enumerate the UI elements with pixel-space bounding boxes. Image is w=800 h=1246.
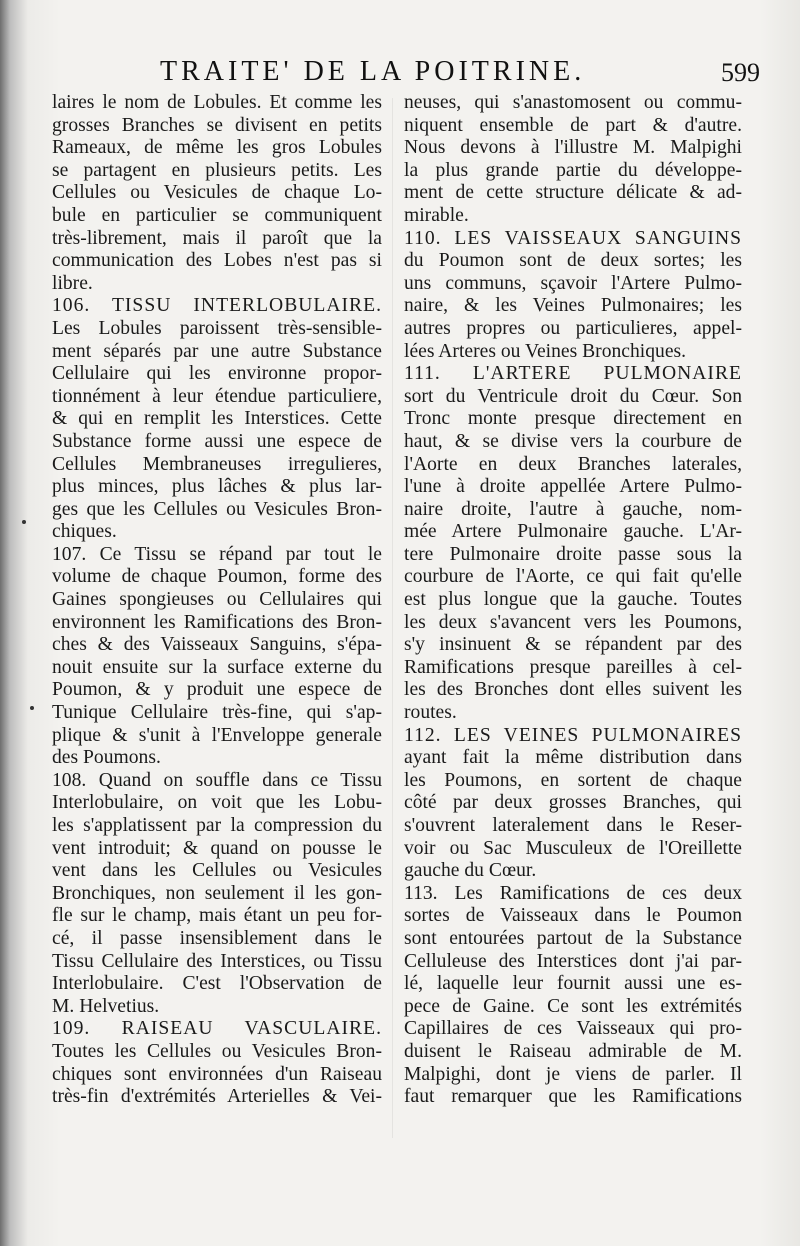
text-line: ment séparés par une autre Substance [52, 340, 382, 362]
text-line: plus minces, plus lâches & plus lar- [52, 476, 382, 498]
page-header [160, 56, 760, 96]
text-line: environnent les Ramifications des Bron- [52, 611, 382, 633]
text-line: gauche du Cœur. [404, 860, 537, 882]
text-line: autres propres ou particulieres, appel- [404, 317, 742, 339]
text-line: grosses Branches se divisent en petits [52, 114, 382, 136]
text-line: tere Pulmonaire droite passe sous la [404, 543, 742, 565]
text-line: se partagent en plusieurs petits. Les [52, 159, 382, 181]
text-line: 112. LES VEINES PULMONAIRES [404, 724, 742, 746]
text-line: 109. RAISEAU VASCULAIRE. [52, 1018, 382, 1040]
column-gutter [392, 98, 393, 1138]
text-line: Gaines spongieuses ou Cellulaires qui [52, 589, 382, 611]
text-line: voir ou Sac Musculeux de l'Oreillette [404, 837, 742, 859]
text-line: sort du Ventricule droit du Cœur. Son [404, 385, 742, 407]
left-text-column [52, 92, 382, 1109]
text-line: chiques sont environnées d'un Raiseau [52, 1063, 382, 1085]
text-line: Interlobulaire. C'est l'Observation de [52, 973, 382, 995]
text-line: Poumon, & y produit une espece de [52, 679, 382, 701]
text-line: du Poumon sont de deux sortes; les [404, 250, 742, 272]
text-line: Substance forme aussi une espece de [52, 430, 382, 452]
text-line: ches & des Vaisseaux Sanguins, s'épa- [52, 634, 382, 656]
text-line: Cellules ou Vesicules de chaque Lo- [52, 182, 382, 204]
text-line: haut, & se divise vers la courbure de [404, 430, 742, 452]
text-line: Tronc monte presque directement en [404, 408, 742, 430]
text-line: ment de cette structure délicate & ad- [404, 182, 742, 204]
text-line: Toutes les Cellules ou Vesicules Bron- [52, 1040, 382, 1062]
text-line: lées Arteres ou Veines Bronchiques. [404, 340, 687, 362]
text-line: laires le nom de Lobules. Et comme les [52, 92, 382, 113]
text-line: lé, laquelle leur fournit aussi une es- [404, 973, 742, 995]
text-line: ges que les Cellules ou Vesicules Bron- [52, 498, 382, 520]
text-line: très-fin d'extrémités Arterielles & Vei- [52, 1086, 382, 1108]
text-line: 110. LES VAISSEAUX SANGUINS [404, 227, 742, 249]
text-line: la plus grande partie du développe- [404, 159, 742, 181]
running-title: TRAITE' DE LA POITRINE. [160, 56, 586, 87]
text-line: naire droite, l'autre à gauche, nom- [404, 498, 742, 520]
text-line: nouit ensuite sur la surface externe du [52, 656, 382, 678]
right-text-column [404, 92, 742, 1109]
text-line: 107. Ce Tissu se répand par tout le [52, 543, 382, 565]
text-line: volume de chaque Poumon, forme des [52, 566, 382, 588]
text-line: les Poumons, en sortent de chaque [404, 769, 742, 791]
text-line: mée Artere Pulmonaire gauche. L'Ar- [404, 521, 742, 543]
text-line: des Poumons. [52, 747, 161, 769]
text-line: très-librement, mais il paroît que la [52, 227, 382, 249]
text-line: Nous devons à l'illustre M. Malpighi [404, 137, 742, 159]
text-line: routes. [404, 702, 457, 724]
text-line: ayant fait la même distribution dans [404, 747, 742, 769]
text-line: Cellules Membraneuses irregulieres, [52, 453, 382, 475]
text-line: 111. L'ARTERE PULMONAIRE [404, 363, 742, 385]
text-line: uns communs, sçavoir l'Artere Pulmo- [404, 272, 742, 294]
text-line: pece de Gaine. Ce sont les extrémités [404, 995, 742, 1017]
text-line: 108. Quand on souffle dans ce Tissu [52, 769, 382, 791]
text-line: sortes de Vaisseaux dans le Poumon [404, 905, 742, 927]
text-line: Capillaires de ces Vaisseaux qui pro- [404, 1018, 742, 1040]
text-line: duisent le Raiseau admirable de M. [404, 1040, 742, 1062]
text-line: chiques. [52, 521, 117, 543]
text-line: niquent ensemble de part & d'autre. [404, 114, 742, 136]
text-line: plique & s'unit à l'Enveloppe generale [52, 724, 382, 746]
text-line: Les Lobules paroissent très-sensible- [52, 317, 382, 339]
text-line: l'Aorte en deux Branches laterales, [404, 453, 742, 475]
text-line: les s'applatissent par la compression du [52, 815, 382, 836]
text-line: Cellulaire qui les environne propor- [52, 363, 382, 385]
text-line: mirable. [404, 204, 469, 226]
text-line: s'ouvrent lateralement dans le Reser- [404, 815, 742, 836]
text-line: bule en particulier se communiquent [52, 204, 382, 226]
text-line: vent introduit; & quand on pousse le [52, 837, 382, 859]
text-line: faut remarquer que les Ramifications [404, 1086, 742, 1108]
text-line: M. Helvetius. [52, 995, 160, 1017]
text-line: s'y insinuent & se répandent par des [404, 634, 742, 656]
text-line: neuses, qui s'anastomosent ou commu- [404, 92, 742, 113]
text-line: sont entourées partout de la Substance [404, 927, 742, 949]
text-line: & qui en remplit les Interstices. Cette [52, 408, 382, 430]
text-line: vent dans les Cellules ou Vesicules [52, 860, 382, 882]
text-line: cé, il passe insensiblement dans le [52, 927, 382, 949]
text-line: Celluleuse des Interstices dont j'ai par- [404, 950, 742, 972]
text-line: naire, & les Veines Pulmonaires; les [404, 295, 742, 317]
margin-mark [22, 520, 26, 524]
text-line: l'une à droite appellée Artere Pulmo- [404, 476, 742, 498]
page-number: 599 [721, 58, 760, 87]
text-line: les deux s'avancent vers les Poumons, [404, 611, 742, 633]
text-line: Tunique Cellulaire très-fine, qui s'ap- [52, 702, 382, 724]
text-line: les des Bronches dont elles suivent les [404, 679, 742, 701]
text-line: libre. [52, 272, 93, 294]
text-line: Rameaux, de même les gros Lobules [52, 137, 382, 159]
text-line: Ramifications presque pareilles à cel- [404, 656, 742, 678]
text-line: tionnément à leur étendue particuliere, [52, 385, 382, 407]
text-line: 113. Les Ramifications de ces deux [404, 882, 742, 904]
text-line: courbure de l'Aorte, ce qui fait qu'elle [404, 566, 742, 588]
text-line: Interlobulaire, on voit que les Lobu- [52, 792, 382, 814]
margin-mark [30, 706, 34, 710]
text-line: fle sur le champ, mais étant un peu for- [52, 905, 382, 927]
text-line: Tissu Cellulaire des Interstices, ou Tissu [52, 950, 382, 972]
text-line: côté par deux grosses Branches, qui [404, 792, 742, 814]
text-line: est plus longue que la gauche. Toutes [404, 589, 742, 611]
text-line: communication des Lobes n'est pas si [52, 250, 382, 272]
text-line: 106. TISSU INTERLOBULAIRE. [52, 295, 382, 317]
text-line: Malpighi, dont je viens de parler. Il [404, 1063, 742, 1085]
text-line: Bronchiques, non seulement il les gon- [52, 882, 382, 904]
